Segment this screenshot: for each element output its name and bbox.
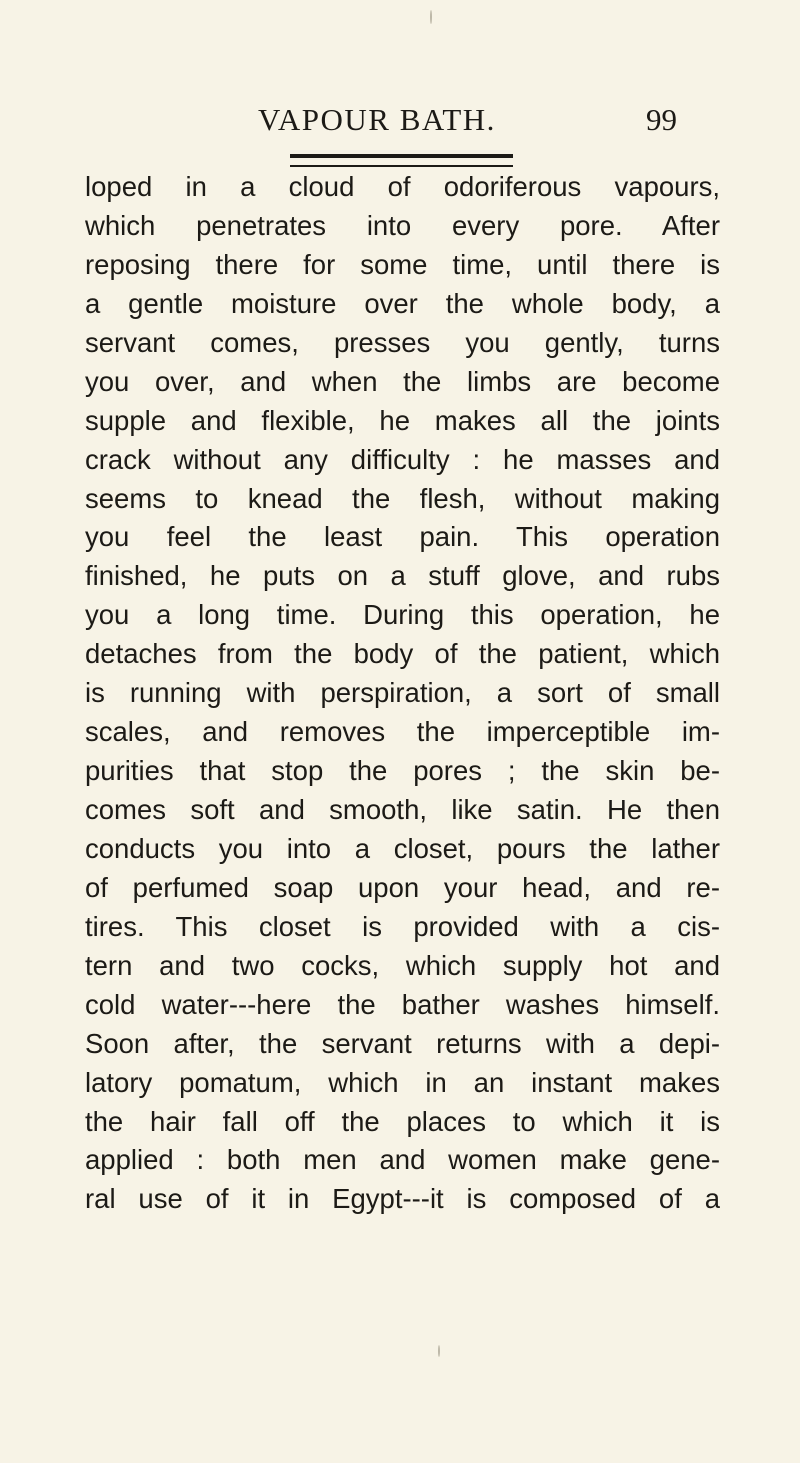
text-line: supple and flexible, he makes all the joints: [85, 404, 720, 436]
text-line: you over, and when the limbs are become: [85, 365, 720, 397]
text-line: ral use of it in Egypt---it is composed of a: [85, 1183, 720, 1215]
text-line: a gentle moisture over the whole body, a: [85, 287, 720, 319]
text-line: servant comes, presses you gently, turns: [85, 326, 720, 358]
text-line: of perfumed soap upon your head, and re-: [85, 871, 720, 903]
text-line: the hair fall off the places to which it is: [85, 1105, 720, 1137]
text-line: latory pomatum, which in an instant makes: [85, 1066, 720, 1098]
paper-speck: [430, 10, 432, 24]
text-line: which penetrates into every pore. After: [85, 209, 720, 241]
text-line: purities that stop the pores ; the skin be-: [85, 755, 720, 787]
header-rule-thin: [290, 165, 513, 167]
text-line: cold water---here the bather washes himself.: [85, 988, 720, 1020]
text-line: loped in a cloud of odoriferous vapours,: [85, 171, 720, 202]
text-line: seems to knead the flesh, without making: [85, 482, 720, 514]
text-line: tern and two cocks, which supply hot and: [85, 949, 720, 981]
text-line: Soon after, the servant returns with a depi-: [85, 1027, 720, 1059]
text-line: applied : both men and women make gene-: [85, 1144, 720, 1176]
page-number: 99: [646, 102, 677, 137]
text-line: scales, and removes the imperceptible im-: [85, 716, 720, 748]
text-line: tires. This closet is provided with a cis-: [85, 910, 720, 942]
header-rule-thick: [290, 154, 513, 158]
text-line: is running with perspiration, a sort of small: [85, 677, 720, 709]
running-head: [258, 102, 677, 142]
text-line: reposing there for some time, until there is: [85, 248, 720, 280]
text-line: finished, he puts on a stuff glove, and rubs: [85, 560, 720, 592]
text-line: detaches from the body of the patient, which: [85, 638, 720, 670]
text-line: you feel the least pain. This operation: [85, 521, 720, 553]
text-line: crack without any difficulty : he masses and: [85, 443, 720, 475]
body-text: [85, 168, 720, 1219]
text-line: comes soft and smooth, like satin. He then: [85, 794, 720, 825]
text-line: you a long time. During this operation, he: [85, 599, 720, 631]
text-line: conducts you into a closet, pours the lather: [85, 832, 720, 864]
running-title: VAPOUR BATH.: [258, 102, 496, 137]
paper-speck: [438, 1345, 440, 1357]
